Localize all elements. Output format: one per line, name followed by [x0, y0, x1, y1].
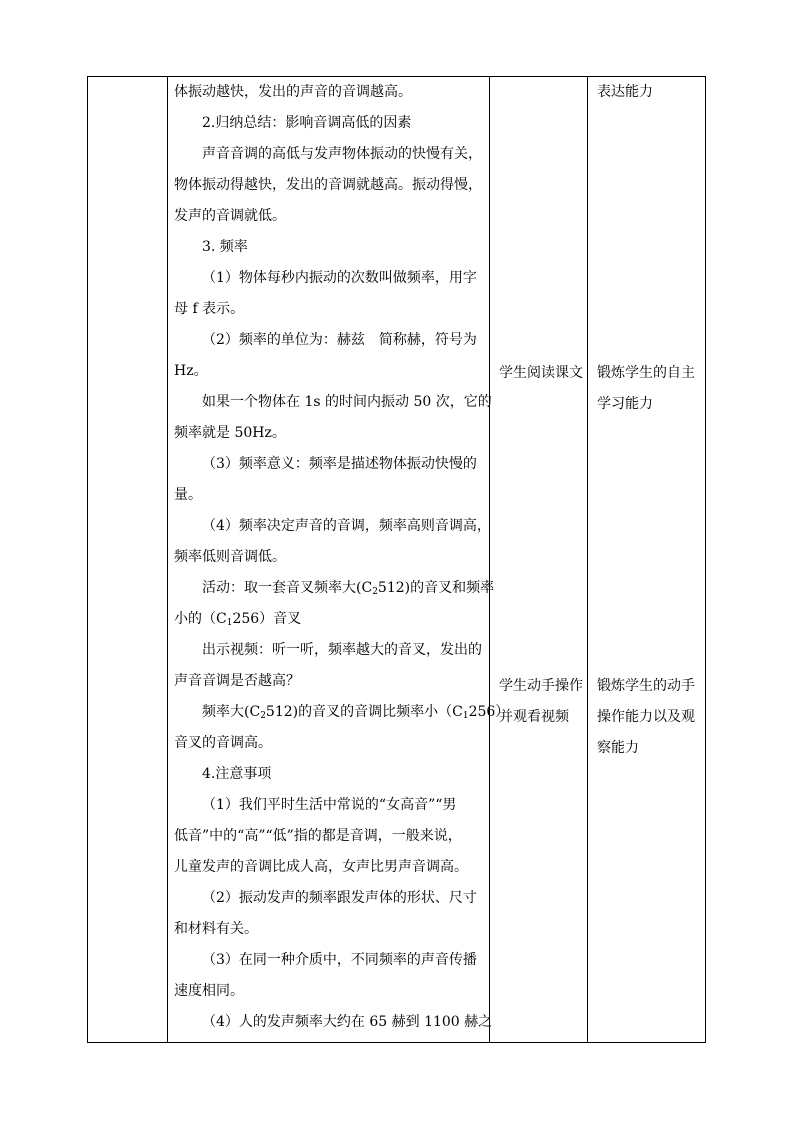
column-divider — [489, 77, 490, 1042]
lesson-table — [87, 76, 706, 1043]
design-intent-text: 操作能力以及观 — [597, 709, 695, 725]
column-divider — [167, 77, 168, 1042]
content-line: 发声的音调就低。 — [174, 208, 286, 224]
design-intent-text: 学习能力 — [597, 396, 653, 412]
content-line: （2）频率的单位为：赫兹 简称赫，符号为 — [202, 332, 477, 348]
design-intent-text: 锻炼学生的自主 — [597, 365, 695, 381]
design-intent-text: 锻炼学生的动手 — [597, 678, 695, 694]
content-line: 活动：取一套音叉频率大$(C_2512)$的音叉和频率 — [202, 580, 495, 597]
content-line: 和材料有关。 — [174, 921, 258, 937]
content-line: 速度相同。 — [174, 983, 244, 999]
content-line: 频率大$(C_2512)$的音叉的音调比频率小$(C_1256)$ — [202, 704, 510, 721]
content-line: 低音”中的“高”“低”指的都是音调，一般来说， — [174, 828, 462, 844]
content-line: 儿童发声的音调比成人高，女声比男声音调高。 — [174, 859, 468, 875]
content-line: 体振动越快，发出的声音的音调越高。 — [174, 84, 412, 100]
content-line: 母 f 表示。 — [174, 301, 245, 317]
content-line: （2）振动发声的频率跟发声体的形状、尺寸 — [202, 890, 477, 906]
content-line: （4）频率决定声音的音调，频率高则音调高， — [202, 518, 491, 534]
content-line: 音叉的音调高。 — [174, 735, 272, 751]
content-line: （3）频率意义：频率是描述物体振动快慢的 — [202, 456, 477, 472]
content-line: Hz。 — [174, 363, 208, 379]
content-line: 小的$(C_1256)$音叉 — [174, 611, 302, 628]
design-intent-text: 表达能力 — [597, 84, 653, 100]
content-line: 量。 — [174, 487, 202, 503]
content-line: （1）我们平时生活中常说的“女高音”“男 — [202, 797, 457, 813]
content-line: 2.归纳总结：影响音调高低的因素 — [202, 115, 412, 131]
content-line: 物体振动得越快，发出的音调就越高。振动得慢， — [174, 177, 482, 193]
student-activity-text: 并观看视频 — [499, 709, 569, 725]
content-line: 频率就是 50Hz。 — [174, 425, 286, 441]
content-line: （3）在同一种介质中，不同频率的声音传播 — [202, 952, 477, 968]
content-line: （1）物体每秒内振动的次数叫做频率，用字 — [202, 270, 477, 286]
student-activity-text: 学生动手操作 — [499, 678, 583, 694]
content-line: 出示视频：听一听，频率越大的音叉，发出的 — [202, 642, 482, 658]
content-line: 频率低则音调低。 — [174, 549, 286, 565]
content-line: 3. 频率 — [202, 239, 248, 255]
design-intent-text: 察能力 — [597, 740, 639, 756]
column-divider — [587, 77, 588, 1042]
student-activity-text: 学生阅读课文 — [499, 365, 583, 381]
content-line: 声音音调的高低与发声物体振动的快慢有关， — [202, 146, 482, 162]
content-line: 声音音调是否越高？ — [174, 673, 300, 689]
content-line: 4.注意事项 — [202, 766, 272, 782]
content-line: （4）人的发声频率大约在 65 赫到 1100 赫之 — [202, 1014, 493, 1030]
content-line: 如果一个物体在 1s 的时间内振动 50 次，它的 — [202, 394, 492, 410]
